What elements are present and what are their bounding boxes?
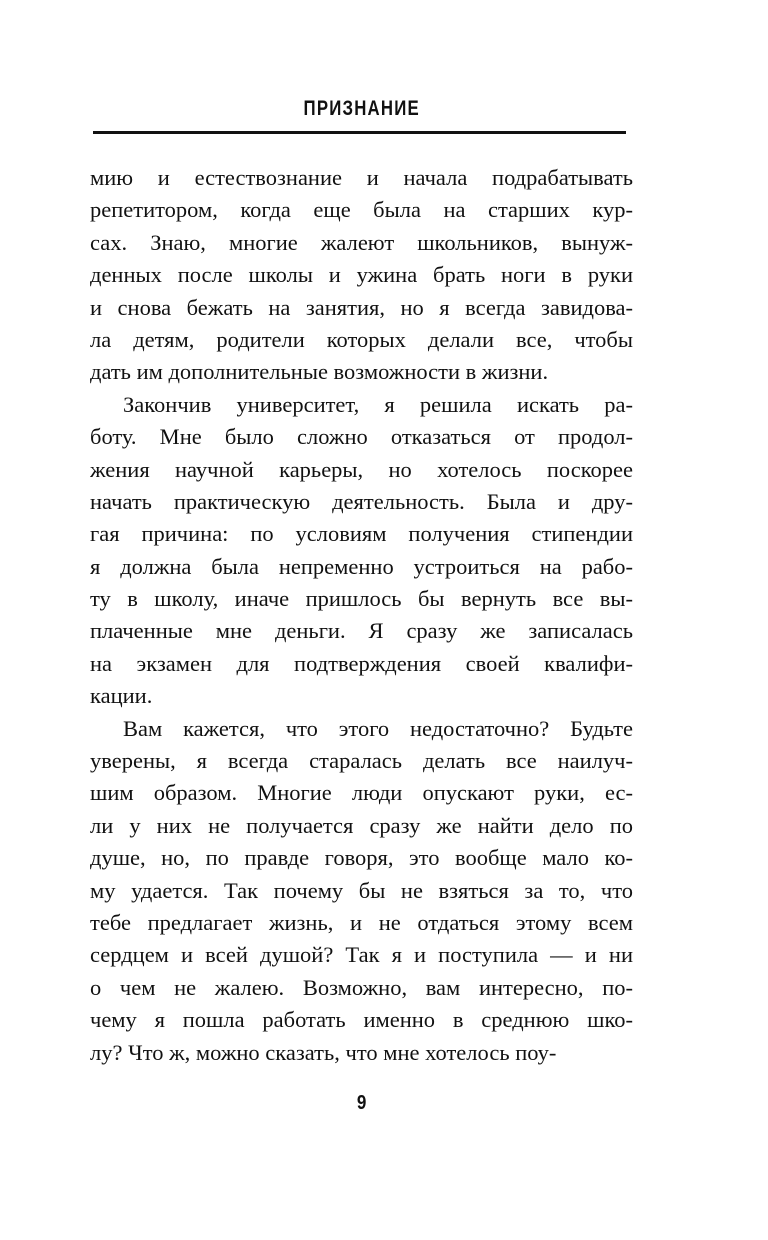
text-line: на экзамен для подтверждения своей квалифи-	[90, 650, 633, 676]
text-line: му удается. Так почему бы не взяться за то, что	[90, 877, 633, 903]
text-line: плаченные мне деньги. Я сразу же записалась	[90, 618, 633, 644]
text-line: Закончив университет, я решила искать ра-	[123, 391, 633, 417]
text-line: Вам кажется, что этого недостаточно? Будьте	[123, 715, 633, 741]
text-line: гая причина: по условиям получения стипендии	[90, 521, 633, 547]
text-line: сах. Знаю, многие жалеют школьников, вынуж-	[90, 229, 633, 255]
text-line: и снова бежать на занятия, но я всегда завидова-	[90, 294, 633, 320]
text-line: я должна была непременно устроиться на рабо-	[90, 553, 633, 579]
text-line: жения научной карьеры, но хотелось поскорее	[90, 456, 633, 482]
text-line: кации.	[90, 683, 153, 709]
text-line: ту в школу, иначе пришлось бы вернуть все вы-	[90, 586, 633, 612]
page-body	[90, 162, 633, 1069]
text-line: тебе предлагает жизнь, и не отдаться этому всем	[90, 909, 633, 935]
text-line: чему я пошла работать именно в среднюю шко-	[90, 1007, 633, 1033]
text-line: о чем не жалею. Возможно, вам интересно, по-	[90, 974, 633, 1000]
text-line: ла детям, родители которых делали все, чтобы	[90, 326, 633, 352]
paragraph	[90, 162, 633, 389]
text-line: начать практическую деятельность. Была и дру-	[90, 488, 633, 514]
text-column	[90, 0, 633, 1240]
running-head	[90, 99, 633, 121]
paragraph	[90, 389, 633, 713]
text-line: мию и естествознание и начала подрабатывать	[90, 165, 633, 190]
text-line: шим образом. Многие люди опускают руки, ес-	[90, 780, 633, 806]
page-number	[90, 1092, 633, 1115]
text-line: лу? Что ж, можно сказать, что мне хотелось поу-	[90, 1039, 557, 1065]
text-line: уверены, я всегда старалась делать все наилуч-	[90, 748, 633, 774]
header-rule	[93, 131, 626, 134]
text-line: ли у них не получается сразу же найти дело по	[90, 812, 633, 838]
text-line: репетитором, когда еще была на старших кур-	[90, 197, 633, 223]
text-line: душе, но, по правде говоря, это вообще мало ко-	[90, 845, 633, 871]
text-line: боту. Мне было сложно отказаться от продол-	[90, 424, 633, 450]
page-number-text: 9	[356, 1092, 367, 1114]
text-line: сердцем и всей душой? Так я и поступила — и ни	[90, 942, 633, 968]
text-line: дать им дополнительные возможности в жизни.	[90, 359, 549, 385]
running-head-text: ПРИЗНАНИЕ	[303, 97, 420, 120]
paragraph	[90, 713, 633, 1069]
text-line: денных после школы и ужина брать ноги в руки	[90, 262, 633, 288]
